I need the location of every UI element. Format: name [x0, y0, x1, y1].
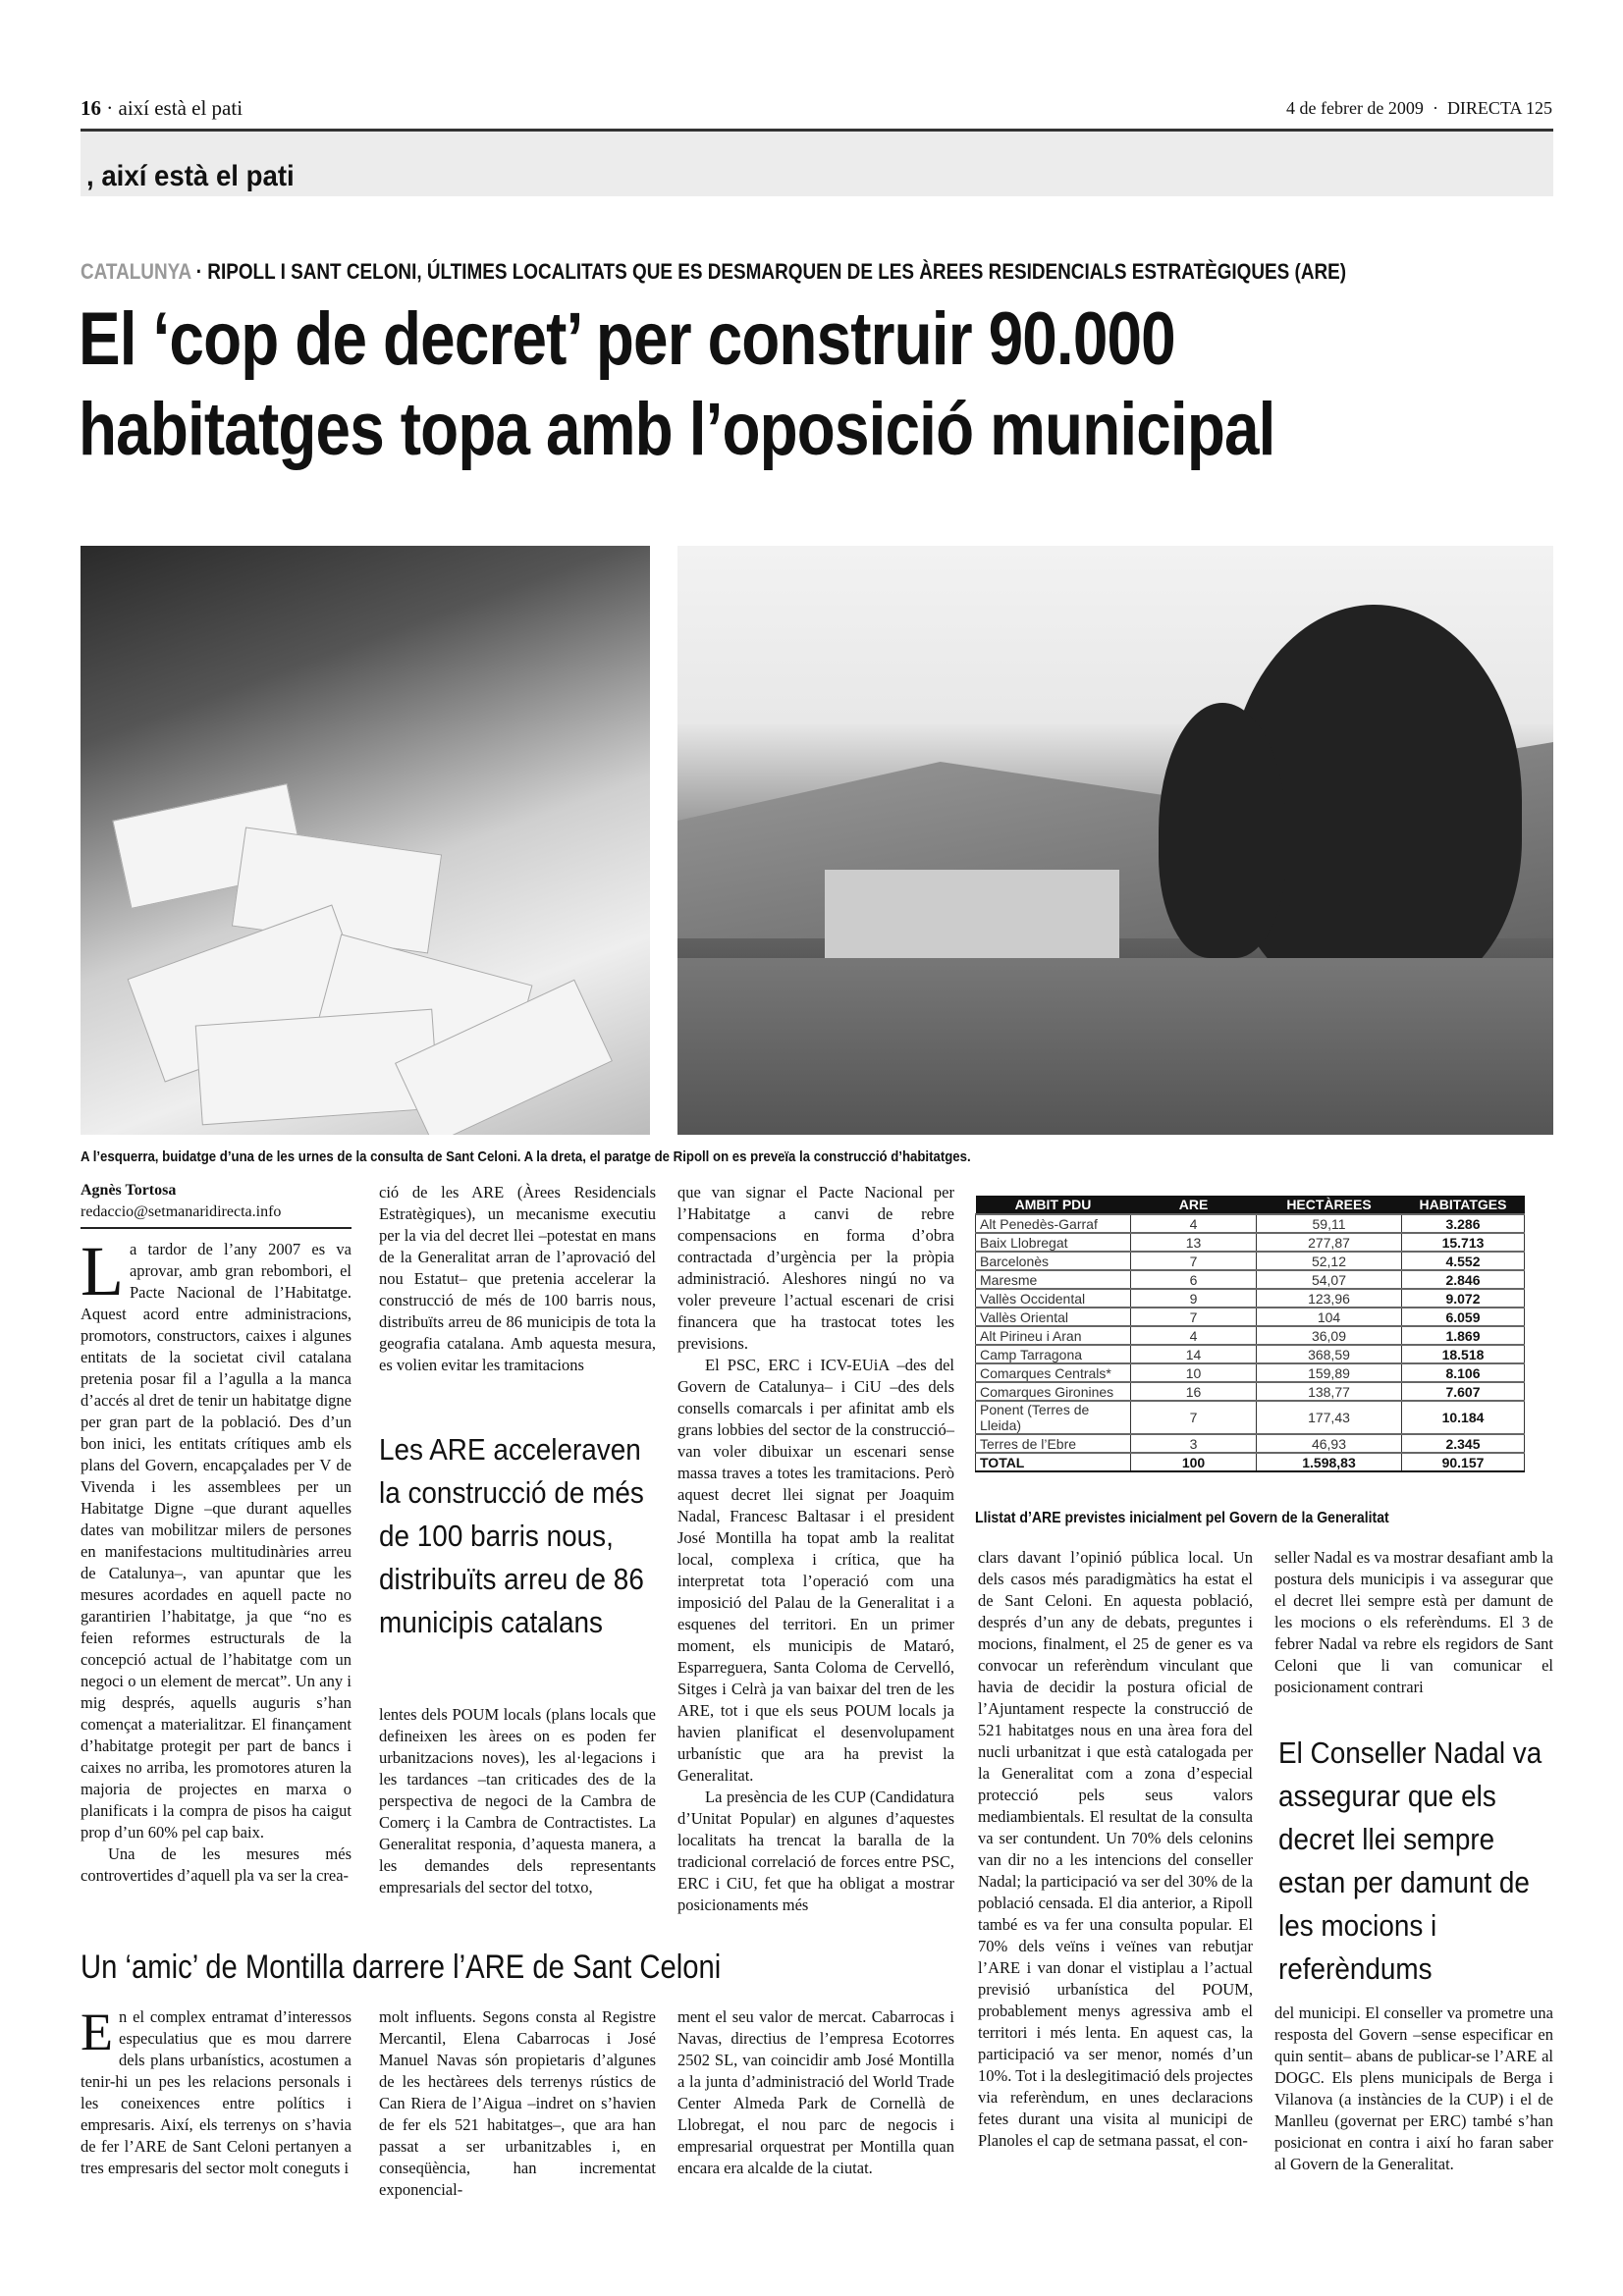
sidebar-headline: Un ‘amic’ de Montilla darrere l’ARE de Sant Celoni: [81, 1949, 722, 1986]
kicker: CATALUNYA · RIPOLL I SANT CELONI, ÚLTIMES LOCALITATS QUE ES DESMARQUEN DE LES ÀREES RESIDENCIALS ESTRATÈGIQUES (ARE): [81, 259, 1347, 284]
dropcap: L: [81, 1232, 124, 1310]
field: [677, 958, 1553, 1135]
cell-habitatges: 2.846: [1402, 1270, 1525, 1289]
cell-ambit: Camp Tarragona: [976, 1345, 1131, 1363]
table-header: AMBIT PDU: [976, 1196, 1131, 1214]
cell-are: 7: [1131, 1308, 1257, 1326]
cell-hectarees: 368,59: [1257, 1345, 1402, 1363]
cell-hectarees: 52,12: [1257, 1252, 1402, 1270]
headline-line-1: El ‘cop de decret’ per construir 90.000: [79, 297, 1175, 381]
col1-paragraph-2: Una de les mesures més controvertides d’aquell pla va ser la crea-: [81, 1844, 352, 1885]
cell-are: 9: [1131, 1289, 1257, 1308]
byline-rule: [81, 1227, 352, 1229]
cell-hectarees: 59,11: [1257, 1214, 1402, 1233]
cell-hectarees: 54,07: [1257, 1270, 1402, 1289]
body-column-5b: [1274, 2002, 1553, 2175]
body-column-5a: [1274, 1547, 1553, 1698]
cell-ambit: Vallès Occidental: [976, 1289, 1131, 1308]
table-header: ARE: [1131, 1196, 1257, 1214]
col5-paragraph-1: seller Nadal es va mostrar desafiant amb la postura dels municipis i va assegurar que el decret llei sempre està per damunt de les mocions o els referèndums. El 3 de febrer Nadal va rebre els regidors de Sant Celoni que li van comunicar el posicionament contrari: [1274, 1548, 1553, 1696]
are-data-table: [975, 1196, 1525, 1472]
cell-are: 6: [1131, 1270, 1257, 1289]
cell-hectarees: 123,96: [1257, 1289, 1402, 1308]
cell-habitatges: 2.345: [1402, 1434, 1525, 1453]
cell-habitatges: 9.072: [1402, 1289, 1525, 1308]
cell-are: 7: [1131, 1401, 1257, 1434]
table-header: HECTÀREES: [1257, 1196, 1402, 1214]
table-row: [976, 1363, 1525, 1382]
photo-ballot-box: [81, 546, 650, 1135]
cell-hectarees: 36,09: [1257, 1326, 1402, 1345]
cell-are: 16: [1131, 1382, 1257, 1401]
table-total-row: [976, 1453, 1525, 1471]
cell-hectarees: 104: [1257, 1308, 1402, 1326]
byline-name: Agnès Tortosa: [81, 1182, 177, 1199]
headline: [79, 294, 1365, 475]
table-row: [976, 1401, 1525, 1434]
cell-total-label: TOTAL: [976, 1453, 1131, 1471]
body-column-4: [978, 1547, 1253, 2152]
cell-are: 4: [1131, 1214, 1257, 1233]
pull-quote-2: El Conseller Nadal va assegurar que els decret llei sempre estan per damunt de les mocions i referèndums: [1278, 1735, 1542, 1986]
cell-habitatges: 1.869: [1402, 1326, 1525, 1345]
cell-hectarees: 138,77: [1257, 1382, 1402, 1401]
col1-paragraph-1: a tardor de l’any 2007 es va aprovar, amb gran rebombori, el Pacte Nacional de l’Habitatge. Aquest acord entre administracions, promotors, constructors, caixes i algunes entitats de la societat civil catalana pretenia posar fil a l’agulla a la manca d’accés al dret de tenir un habitatge digne per gran part de la població. Des d’un bon inici, les entitats crítiques amb els plans del Govern, encapçalades per V de Vivenda i les assemblees per un Habitatge Digne –que durant aquelles dates van mobilitzar milers de persones en manifestacions multitudinàries arreu de Catalunya–, van apuntar que les mesures acordades en aquell pacte no garantirien l’habitatge, ja que “no es feien reformes estructurals de la concepció actual de l’habitatge com un negoci o un element de mercat”. Un any i mig després, aquells auguris s’han començat a materialitzar. El finançament d’habitatge protegit per part de bancs i caixes no arriba, les promotores aturen la majoria de projectes en marxa o planificats i la compra de pisos ha caigut prop d’un 60% pel cap baix.: [81, 1240, 352, 1842]
folio-section: així està el pati: [118, 96, 243, 120]
col4-paragraph-1: clars davant l’opinió pública local. Un dels casos més paradigmàtics ha estat el de Sant Celoni. En aquesta població, després d’un any de debats, preguntes i mocions, finalment, el 25 de gener es va convocar un referèndum vinculant que havia de decidir la postura oficial de l’Ajuntament respecte la construcció de 521 habitatges nous en una àrea fora del nucli urbanitzat i que està catalogada per la Generalitat com a zona d’especial protecció pels seus valors mediambientals. El resultat de la consulta va ser contundent. Un 70% dels celonins van dir no a les intencions del conseller Nadal; la participació va ser del 30% de la població censada. El dia anterior, a Ripoll també es va fer una consulta popular. El 70% dels veïns i veïnes van rebutjar l’ARE i van donar el vistiplau a l’actual previsió urbanística del POUM, probablement menys agressiva amb el territori i més lenta. En aquest cas, la participació va ser menor, només d’un 10%. Tot i la deslegitimació dels projectes via referèndum, en unes declaracions fetes durant una visita al municipi de Planoles el cap de setmana passat, el con-: [978, 1548, 1253, 2150]
table-row: [976, 1270, 1525, 1289]
folio-right: 4 de febrer de 2009 · DIRECTA 125: [1285, 98, 1552, 118]
table-caption: Llistat d’ARE previstes inicialment pel Govern de la Generalitat: [975, 1510, 1389, 1526]
cell-ambit: Vallès Oriental: [976, 1308, 1131, 1326]
headline-line-2: habitatges topa amb l’oposició municipal: [79, 388, 1275, 471]
cell-hectarees: 46,93: [1257, 1434, 1402, 1453]
col3-paragraph-1: que van signar el Pacte Nacional per l’Habitatge a canvi de rebre compensacions en forma d’obra contractada d’urgència per la pròpia administració. Aleshores ningú no va voler preveure l’actual escenari de crisi financera que ha trastocat totes les previsions.: [677, 1183, 954, 1353]
col3-paragraph-3: La presència de les CUP (Candidatura d’Unitat Popular) en algunes d’aquestes localitats ha trencat la baralla de la tradicional correlació de forces entre PSC, ERC i CiU, fet que ha obligat a mostrar posicionaments més: [677, 1788, 954, 1914]
table-row: [976, 1308, 1525, 1326]
cell-ambit: Barcelonès: [976, 1252, 1131, 1270]
sidebar-column-1: [81, 2002, 352, 2179]
cell-ambit: Terres de l’Ebre: [976, 1434, 1131, 1453]
cell-hectarees: 177,43: [1257, 1401, 1402, 1434]
cell-habitatges: 3.286: [1402, 1214, 1525, 1233]
folio-left: 16 · així està el pati: [81, 96, 243, 120]
col2-paragraph-1: ció de les ARE (Àrees Residencials Estratègiques), un mecanisme executiu per la via del decret llei –potestat en mans de la Generalitat arran de l’aprovació del nou Estatut– que pretenia accelerar la construcció de més de 100 barris nous, distribuïts arreu de 86 municipis de tota la geografia catalana. Amb aquesta mesura, es volien evitar les tramitacions: [379, 1183, 656, 1374]
cell-ambit: Comarques Gironines: [976, 1382, 1131, 1401]
sidebar-paragraph-c: ment el seu valor de mercat. Cabarrocas i Navas, directius de l’empresa Ecotorres 2502 SL, van coincidir amb José Montilla a la junta d’administració del World Trade Center Almeda Park de Cornellà de Llobregat, el nou parc de negocis i empresarial orquestrat per Montilla quan encara era alcalde de la ciutat.: [677, 2007, 954, 2177]
cell-are: 3: [1131, 1434, 1257, 1453]
pull-quote-1: Les ARE acceleraven la construcció de més de 100 barris nous, distribuïts arreu de 86 municipis catalans: [379, 1432, 644, 1639]
issue-date: 4 de febrer de 2009: [1285, 98, 1424, 118]
buildings: [825, 870, 1119, 958]
byline-email[interactable]: redaccio@setmanaridirecta.info: [81, 1203, 282, 1220]
body-column-1: [81, 1232, 352, 1916]
cell-are: 4: [1131, 1326, 1257, 1345]
table-row: [976, 1214, 1525, 1233]
table-header: HABITATGES: [1402, 1196, 1525, 1214]
cell-total-hectarees: 1.598,83: [1257, 1453, 1402, 1471]
table-row: [976, 1326, 1525, 1345]
table-row: [976, 1434, 1525, 1453]
kicker-text: RIPOLL I SANT CELONI, ÚLTIMES LOCALITATS QUE ES DESMARQUEN DE LES ÀREES RESIDENCIALS ESTRATÈGIQUES (ARE): [207, 259, 1347, 284]
cell-habitatges: 8.106: [1402, 1363, 1525, 1382]
col5-paragraph-2: del municipi. El conseller va prometre una resposta del Govern –sense especificar en quin sentit– abans de publicar-se l’ARE al DOGC. Els plens municipals de Berga i Vilanova (a instàncies de la CUP) i el de Manlleu (governat per ERC) també s’han posicionat en contra i així ho faran saber al Govern de la Generalitat.: [1274, 2003, 1553, 2173]
table-row: [976, 1233, 1525, 1252]
section-band: [81, 132, 1553, 196]
page-number: 16: [81, 96, 101, 120]
are-table: [975, 1196, 1525, 1472]
sidebar-paragraph-b: molt influents. Segons consta al Registre Mercantil, Elena Cabarrocas i José Manuel Navas són propietaris d’algunes de les hectàrees dels terrenys rústics de Can Riera de l’Aigua –indret on s’havien de fer els 521 habitatges–, que ara han passat a ser urbanitzables i, en conseqüència, han incrementat exponencial-: [379, 2007, 656, 2199]
table-row: [976, 1252, 1525, 1270]
table-row: [976, 1289, 1525, 1308]
sidebar-column-3: [677, 2006, 954, 2179]
kicker-region: CATALUNYA: [81, 259, 191, 284]
body-column-2a: [379, 1182, 656, 1376]
col3-paragraph-2: El PSC, ERC i ICV-EUiA –des del Govern de Catalunya– i CiU –des dels consells comarcals i per afinitat amb els grans lobbies del sector de la construcció– van voler dibuixar un escenari sense massa traves a totes les tramitacions. Però aquest decret llei signat per Joaquim Nadal, Francesc Baltasar i el president José Montilla ha topat amb la realitat local, complexa i crítica, que ha interpretat tota l’operació com una imposició del Palau de la Generalitat i a esquenes del territori. En un primer moment, els municipis de Mataró, Esparreguera, Santa Coloma de Cervelló, Sitges i Celrà ja van baixar del tren de les ARE, tot i que els seus POUM locals ja havien planificat el desenvolupament urbanístic que ara ha previst la Generalitat.: [677, 1356, 954, 1785]
cell-hectarees: 159,89: [1257, 1363, 1402, 1382]
cell-ambit: Ponent (Terres de Lleida): [976, 1401, 1131, 1434]
cell-habitatges: 18.518: [1402, 1345, 1525, 1363]
cell-habitatges: 7.607: [1402, 1382, 1525, 1401]
cell-ambit: Baix Llobregat: [976, 1233, 1131, 1252]
body-column-3: [677, 1182, 954, 1916]
cell-ambit: Maresme: [976, 1270, 1131, 1289]
cell-habitatges: 15.713: [1402, 1233, 1525, 1252]
cell-ambit: Comarques Centrals*: [976, 1363, 1131, 1382]
sidebar-dropcap: E: [81, 2002, 113, 2061]
cell-habitatges: 6.059: [1402, 1308, 1525, 1326]
table-row: [976, 1382, 1525, 1401]
cell-ambit: Alt Pirineu i Aran: [976, 1326, 1131, 1345]
cell-ambit: Alt Penedès-Garraf: [976, 1214, 1131, 1233]
publication-name: DIRECTA 125: [1446, 98, 1552, 118]
cell-total-are: 100: [1131, 1453, 1257, 1471]
table-row: [976, 1345, 1525, 1363]
table-header-row: [976, 1196, 1525, 1214]
cell-habitatges: 10.184: [1402, 1401, 1525, 1434]
sidebar-column-2: [379, 2006, 656, 2201]
sidebar-paragraph-a: n el complex entramat d’interessos especulatius que es mou darrere dels plans urbanístics, acostumen a tenir-hi un pes les relacions personals i les coneixences entre polítics i empresaris. Així, els terrenys on s’havia de fer l’ARE de Sant Celoni pertanyen a tres empresaris del sector molt coneguts i: [81, 2007, 352, 2177]
photo-caption: A l’esquerra, buidatge d’una de les urnes de la consulta de Sant Celoni. A la dreta, el paratge de Ripoll on es preveïa la construcció d’habitatges.: [81, 1148, 971, 1165]
cell-habitatges: 4.552: [1402, 1252, 1525, 1270]
cell-are: 14: [1131, 1345, 1257, 1363]
body-column-2b: [379, 1704, 656, 1898]
photo-ripoll-landscape: [677, 546, 1553, 1135]
cell-total-habitatges: 90.157: [1402, 1453, 1525, 1471]
cell-are: 13: [1131, 1233, 1257, 1252]
cell-are: 10: [1131, 1363, 1257, 1382]
section-title: , així està el pati: [86, 160, 295, 192]
cell-hectarees: 277,87: [1257, 1233, 1402, 1252]
col2-paragraph-2: lentes dels POUM locals (plans locals que defineixen les àrees on es poden fer urbanitzacions noves), les al·legacions i les tardances –tan criticades des de la perspectiva de negoci de la Cambra de Comerç i la Cambra de Contractistes. La Generalitat responia, d’aquesta manera, a les demandes dels representants empresarials del sector del totxo,: [379, 1705, 656, 1896]
cell-are: 7: [1131, 1252, 1257, 1270]
